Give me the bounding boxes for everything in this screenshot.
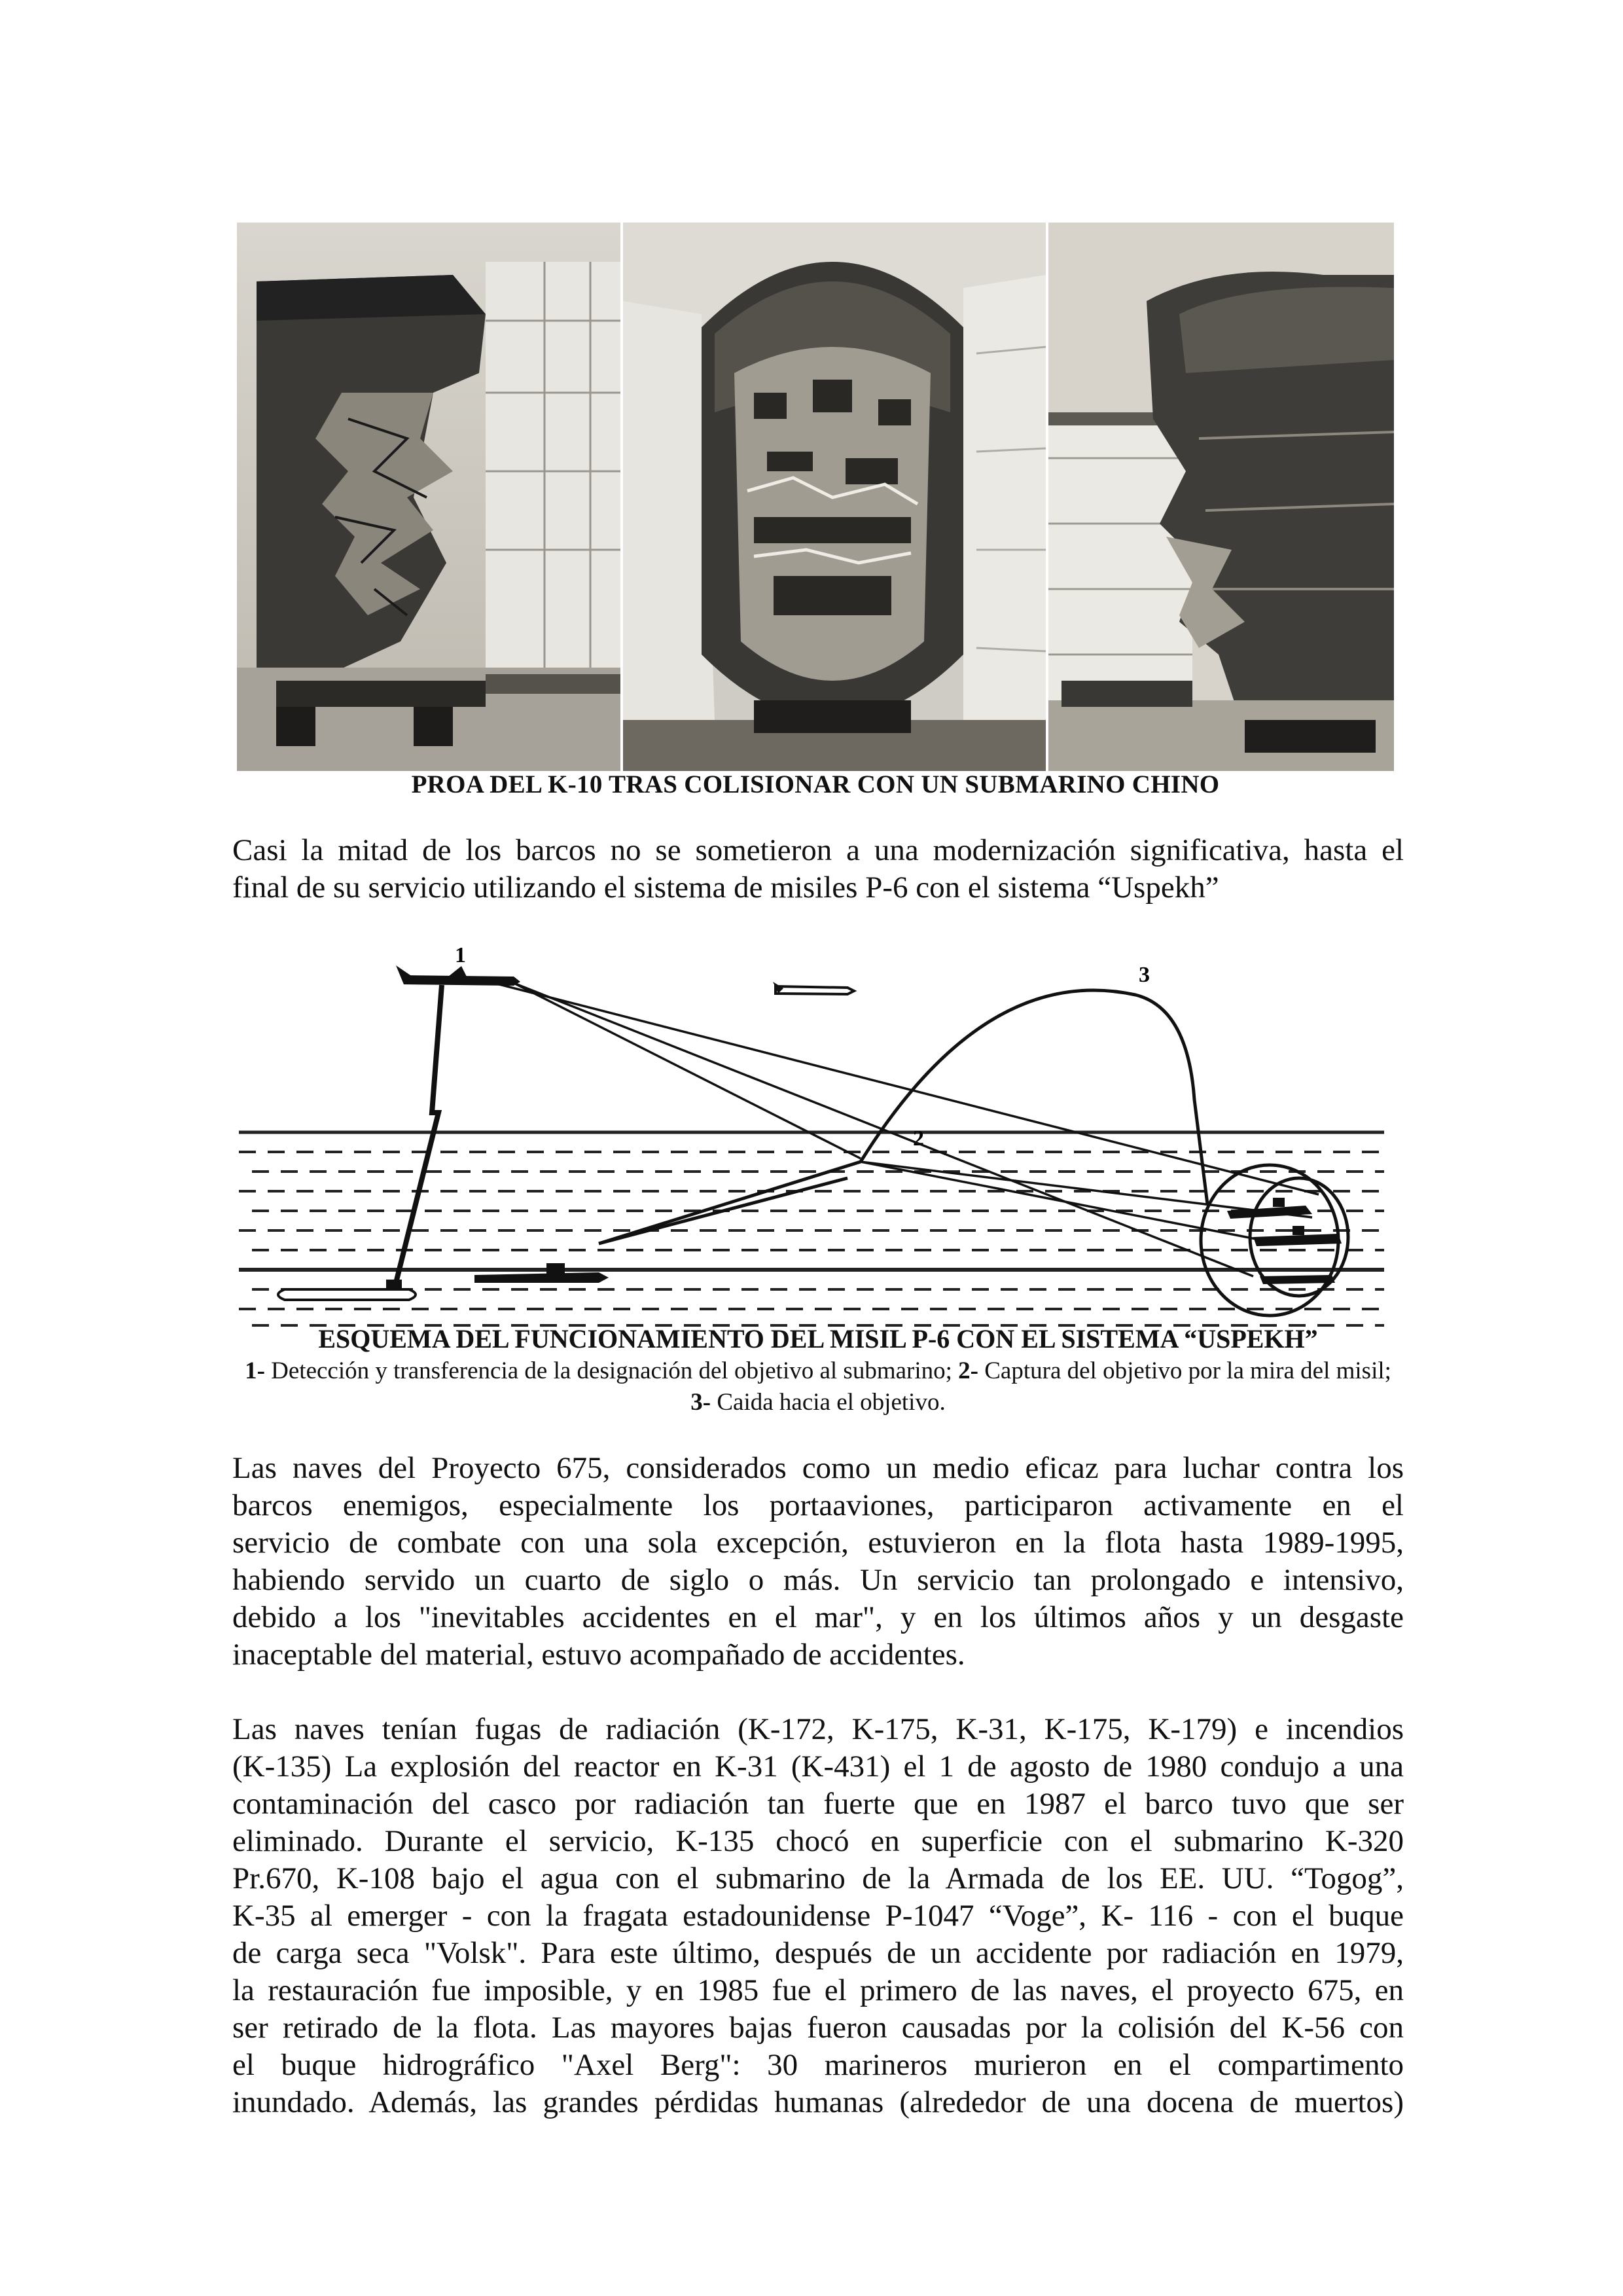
legend-text: Detección y transferencia de la designación del objetivo al submarino; <box>264 1357 959 1384</box>
text-line: Casi la mitad de los barcos no se sometieron a una modernización significativa, hasta el <box>232 833 1404 867</box>
figure2-title: ESQUEMA DEL FUNCIONAMIENTO DEL MISIL P-6 CON EL SISTEMA “USPEKH” <box>318 1324 1318 1354</box>
intro-paragraph <box>232 832 1404 906</box>
relay-submarine-icon <box>278 1280 416 1300</box>
text-line: eliminado. Durante el servicio, K-135 chocó en superficie con el submarino K-320 <box>232 1824 1404 1858</box>
legend-text: Caida hacia el objetivo. <box>711 1389 946 1416</box>
text-line: inundado. Además, las grandes pérdidas humanas (alrededor de una docena de muertos) <box>232 2085 1404 2119</box>
text-line: el buque hidrográfico "Axel Berg": 30 marineros murieron en el compartimento <box>232 2048 1404 2082</box>
bow-photo-side-right <box>1048 223 1394 771</box>
text-line: inaceptable del material, estuvo acompañado de accidentes. <box>232 1638 965 1672</box>
legend-num: 3- <box>690 1389 711 1416</box>
missile-trajectory <box>599 990 1207 1244</box>
missile-icon <box>773 982 854 994</box>
text-line: de carga seca "Volsk". Para este último, después de un accidente por radiación en 1979, <box>232 1936 1404 1970</box>
text-line: debido a los "inevitables accidentes en el mar", y en los últimos años y un desgaste <box>232 1600 1404 1634</box>
figure2-legend <box>232 1355 1404 1418</box>
label-1: 1 <box>455 943 466 967</box>
text-line: Pr.670, K-108 bajo el agua con el submarino de la Armada de los EE. UU. “Togog”, <box>232 1861 1404 1895</box>
legend-num: 1- <box>245 1357 265 1384</box>
missile-scheme-diagram <box>232 936 1397 1329</box>
text-line: ser retirado de la flota. Las mayores bajas fueron causadas por la colisión del K-56 con <box>232 2011 1404 2045</box>
text-line: la restauración fue imposible, y en 1985 fue el primero de las naves, el proyecto 675, en <box>232 1973 1404 2007</box>
label-2: 2 <box>913 1126 924 1151</box>
text-line: Las naves tenían fugas de radiación (K-172, K-175, K-31, K-175, K-179) e incendios <box>232 1712 1404 1746</box>
bow-photo-side-left <box>237 223 620 771</box>
figure1-caption: PROA DEL K-10 TRAS COLISIONAR CON UN SUBMARINO CHINO <box>411 770 1220 798</box>
text-line: barcos enemigos, especialmente los portaaviones, participaron activamente en el <box>232 1488 1404 1522</box>
text-line: (K-135) La explosión del reactor en K-31 (K-431) el 1 de agosto de 1980 condujo a una <box>232 1749 1404 1784</box>
legend-num: 2- <box>958 1357 978 1384</box>
text-line: contaminación del casco por radiación tan fuerte que en 1987 el barco tuvo que ser <box>232 1787 1404 1821</box>
text-line: habiendo servido un cuarto de siglo o más. Un servicio tan prolongado e intensivo, <box>232 1563 1404 1597</box>
label-3: 3 <box>1139 963 1150 987</box>
bow-photo-front <box>623 223 1046 771</box>
body-paragraph-1 <box>232 1450 1404 1674</box>
photo-strip <box>237 223 1394 771</box>
submarine-icon <box>474 1263 609 1283</box>
recon-aircraft-icon <box>396 965 520 986</box>
text-line: servicio de combate con una sola excepción, estuvieron en la flota hasta 1989-1995, <box>232 1526 1404 1560</box>
text-line: Las naves del Proyecto 675, considerados como un medio eficaz para luchar contra los <box>232 1451 1404 1485</box>
target-beams <box>494 983 1319 1276</box>
legend-text: Captura del objetivo por la mira del misil; <box>978 1357 1391 1384</box>
text-line: K-35 al emerger - con la fragata estadounidense P-1047 “Voge”, K- 116 - con el buque <box>232 1899 1404 1933</box>
body-paragraph-2 <box>232 1711 1404 2121</box>
text-line: final de su servicio utilizando el sistema de misiles P-6 con el sistema “Uspekh” <box>232 870 1219 905</box>
